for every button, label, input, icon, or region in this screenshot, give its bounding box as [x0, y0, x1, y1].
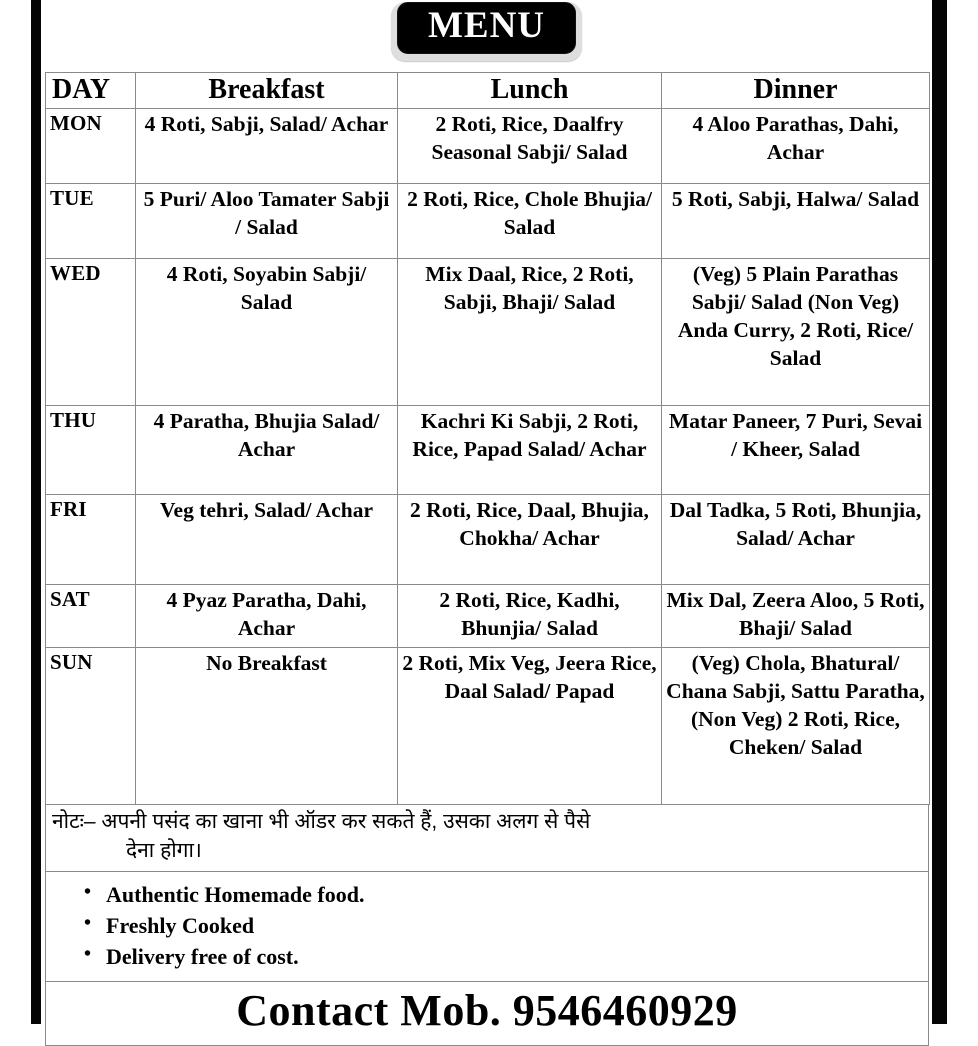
menu-title-badge: [397, 2, 576, 54]
meal-fri-dinner: Dal Tadka, 5 Roti, Bhunjia, Salad/ Achar: [662, 495, 930, 585]
table-row: [46, 406, 930, 495]
meal-tue-dinner: 5 Roti, Sabji, Halwa/ Salad: [662, 184, 930, 259]
column-header-breakfast: Breakfast: [136, 73, 398, 109]
meal-thu-lunch: Kachri Ki Sabji, 2 Roti, Rice, Papad Salad/ Achar: [398, 406, 662, 495]
meal-thu-dinner: Matar Paneer, 7 Puri, Sevai / Kheer, Salad: [662, 406, 930, 495]
table-row: [46, 259, 930, 406]
meal-fri-breakfast: Veg tehri, Salad/ Achar: [136, 495, 398, 585]
meal-mon-lunch: 2 Roti, Rice, Daalfry Seasonal Sabji/ Salad: [398, 109, 662, 184]
list-item: • Freshly Cooked: [106, 910, 922, 941]
meal-sun-lunch: 2 Roti, Mix Veg, Jeera Rice, Daal Salad/ Papad: [398, 648, 662, 805]
meal-fri-lunch: 2 Roti, Rice, Daal, Bhujia, Chokha/ Achar: [398, 495, 662, 585]
meal-tue-breakfast: 5 Puri/ Aloo Tamater Sabji / Salad: [136, 184, 398, 259]
table-row: [46, 585, 930, 648]
meal-sun-dinner: (Veg) Chola, Bhatural/ Chana Sabji, Sattu Paratha, (Non Veg) 2 Roti, Rice, Cheken/ Salad: [662, 648, 930, 805]
contact-section: Contact Mob. 9546460929: [45, 982, 929, 1046]
table-row: [46, 648, 930, 805]
day-label-sun: SUN: [46, 648, 136, 805]
day-label-mon: MON: [46, 109, 136, 184]
page-spine-left: [31, 0, 41, 1024]
menu-table-head: [46, 73, 930, 109]
meal-sun-breakfast: No Breakfast: [136, 648, 398, 805]
weekly-menu-table: [45, 72, 930, 805]
column-header-day: DAY: [46, 73, 136, 109]
meal-sat-lunch: 2 Roti, Rice, Kadhi, Bhunjia/ Salad: [398, 585, 662, 648]
menu-table-body: [46, 109, 930, 805]
page-spine-right: [932, 0, 947, 1024]
meal-wed-dinner: (Veg) 5 Plain Parathas Sabji/ Salad (Non Veg) Anda Curry, 2 Roti, Rice/ Salad: [662, 259, 930, 406]
column-header-lunch: Lunch: [398, 73, 662, 109]
meal-tue-lunch: 2 Roti, Rice, Chole Bhujia/ Salad: [398, 184, 662, 259]
day-label-tue: TUE: [46, 184, 136, 259]
column-header-dinner: Dinner: [662, 73, 930, 109]
table-row: [46, 109, 930, 184]
note-line-1: नोटः– अपनी पसंद का खाना भी ऑडर कर सकते हैं, उसका अलग से पैसे: [52, 810, 591, 834]
table-row: [46, 184, 930, 259]
menu-page: [41, 0, 932, 1035]
meal-wed-lunch: Mix Daal, Rice, 2 Roti, Sabji, Bhaji/ Salad: [398, 259, 662, 406]
features-section: [45, 872, 929, 982]
table-header-row: [46, 73, 930, 109]
menu-title-badge-shadow: [391, 2, 582, 61]
note-line-2: देना होगा।: [126, 838, 202, 862]
list-item: • Delivery free of cost.: [106, 941, 922, 972]
meal-thu-breakfast: 4 Paratha, Bhujia Salad/ Achar: [136, 406, 398, 495]
table-row: [46, 495, 930, 585]
day-label-thu: THU: [46, 406, 136, 495]
meal-sat-dinner: Mix Dal, Zeera Aloo, 5 Roti, Bhaji/ Salad: [662, 585, 930, 648]
meal-mon-dinner: 4 Aloo Parathas, Dahi, Achar: [662, 109, 930, 184]
list-item: • Authentic Homemade food.: [106, 879, 922, 910]
menu-title-text: MENU: [427, 5, 546, 46]
day-label-wed: WED: [46, 259, 136, 406]
meal-sat-breakfast: 4 Pyaz Paratha, Dahi, Achar: [136, 585, 398, 648]
meal-wed-breakfast: 4 Roti, Soyabin Sabji/ Salad: [136, 259, 398, 406]
day-label-sat: SAT: [46, 585, 136, 648]
features-list: [52, 879, 922, 973]
meal-mon-breakfast: 4 Roti, Sabji, Salad/ Achar: [136, 109, 398, 184]
menu-title-area: [41, 0, 932, 72]
note-section: [45, 805, 929, 872]
day-label-fri: FRI: [46, 495, 136, 585]
